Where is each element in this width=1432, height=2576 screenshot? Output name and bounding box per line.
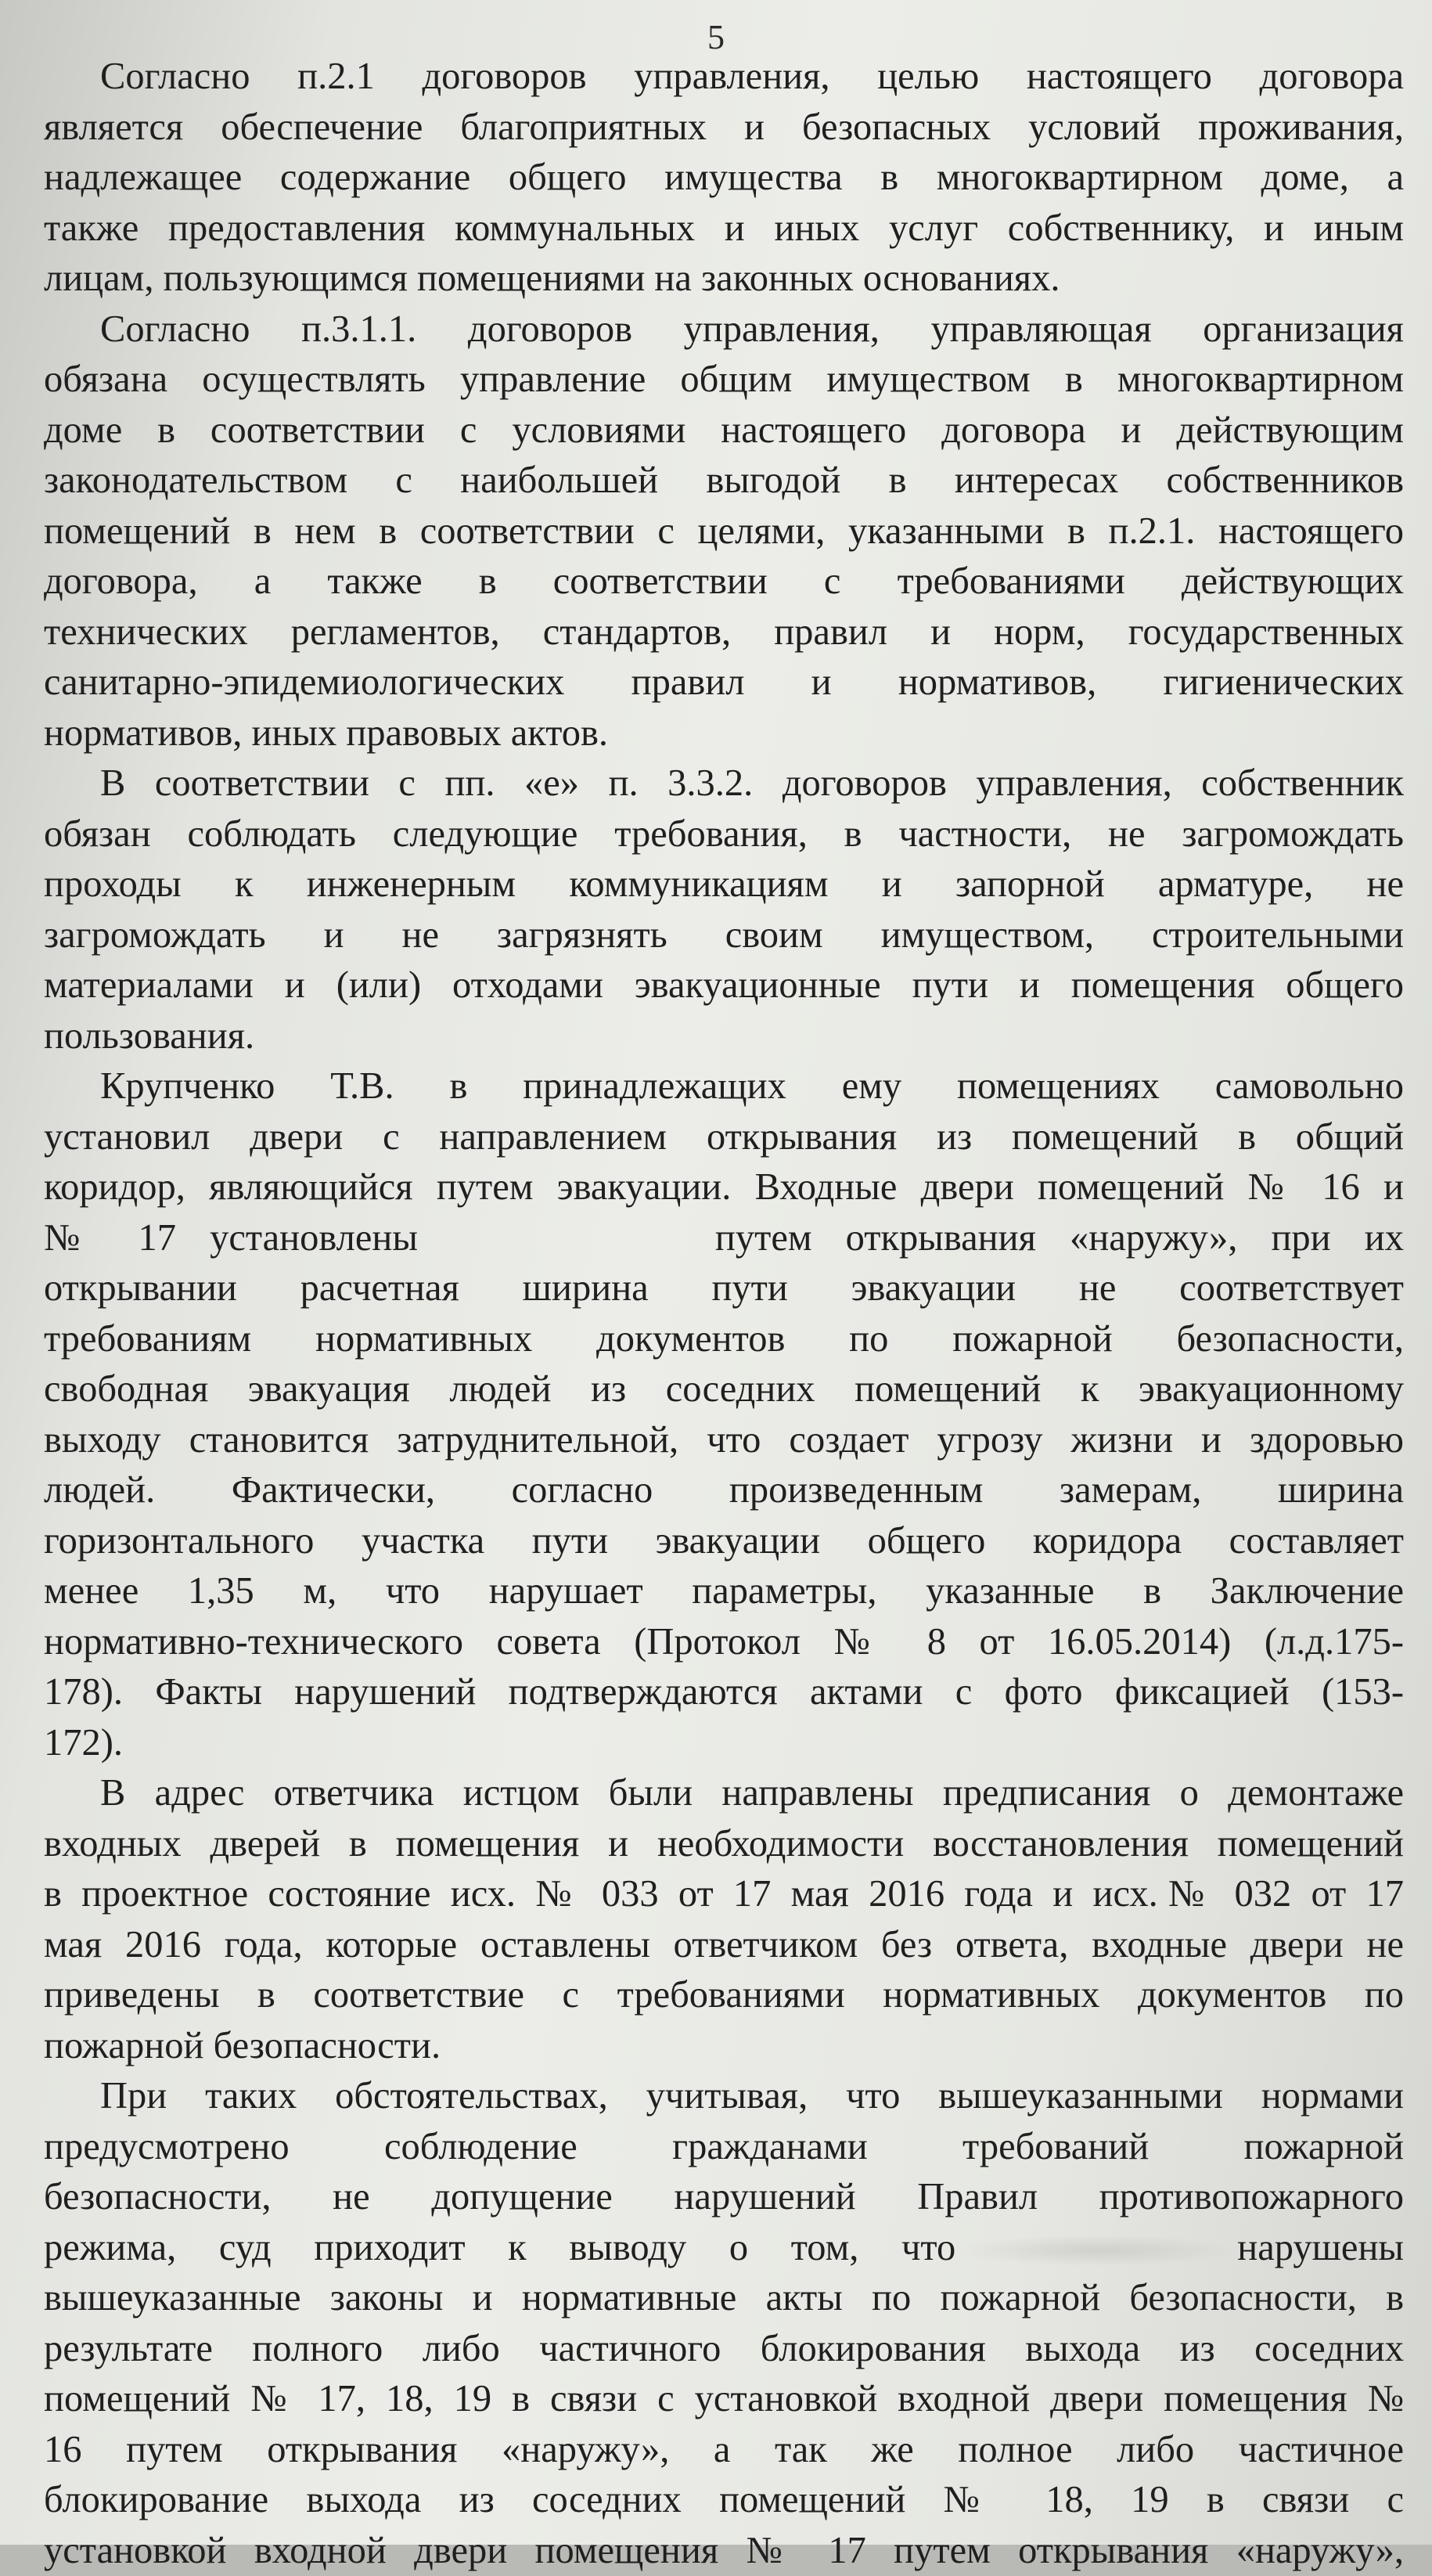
text-line: Крупченко Т.В. в принадлежащих ему помещениях самовольно [44, 1061, 1404, 1112]
text-line: помещений в нем в соответствии с целями, указанными в п.2.1. настоящего [44, 506, 1404, 557]
text-line: безопасности, не допущение нарушений Правил противопожарного [44, 2172, 1404, 2223]
text-line: нормативов, иных правовых актов. [44, 708, 1404, 759]
text-line: пользования. [44, 1011, 1404, 1062]
text-line: менее 1,35 м, что нарушает параметры, указанные в Заключение [44, 1566, 1404, 1617]
text-line: В адрес ответчика истцом были направлены предписания о демонтаже [44, 1768, 1404, 1819]
paragraph-violation-facts [44, 1061, 1404, 1768]
text-fragment: № 17 установлены [44, 1217, 418, 1259]
text-line: При таких обстоятельствах, учитывая, что вышеуказанными нормами [44, 2071, 1404, 2122]
paragraph-prescriptions [44, 1768, 1404, 2071]
text-line: 16 путем открывания «наружу», а так же полное либо частичное [44, 2425, 1404, 2476]
text-line: проходы к инженерным коммуникациям и запорной арматуре, не [44, 859, 1404, 910]
text-line: вышеуказанные законы и нормативные акты по пожарной безопасности, в [44, 2273, 1404, 2324]
text-line: загромождать и не загрязнять своим имуществом, строительными [44, 910, 1404, 961]
document-body [44, 52, 1404, 2576]
text-line: мая 2016 года, которые оставлены ответчиком без ответа, входные двери не [44, 1920, 1404, 1971]
text-line: 172). [44, 1718, 1404, 1769]
paragraph-court-conclusion [44, 2071, 1404, 2576]
text-line: предусмотрено соблюдение гражданами требований пожарной [44, 2122, 1404, 2173]
text-fragment: режима, суд приходит к выводу о том, что [44, 2227, 955, 2268]
text-line: технических регламентов, стандартов, правил и норм, государственных [44, 607, 1404, 658]
text-line: свободная эвакуация людей из соседних помещений к эвакуационному [44, 1364, 1404, 1415]
text-line: договора, а также в соответствии с требованиями действующих [44, 557, 1404, 607]
paragraph-management-duties [44, 304, 1404, 759]
text-line: материалами и (или) отходами эвакуационные пути и помещения общего [44, 960, 1404, 1011]
text-fragment: нарушены [1237, 2227, 1404, 2268]
text-line: обязан соблюдать следующие требования, в частности, не загромождать [44, 809, 1404, 860]
text-line: установил двери с направлением открывания из помещений в общий [44, 1112, 1404, 1163]
text-line: в проектное состояние исх. № 033 от 17 мая 2016 года и исх.№ 032 от 17 [44, 1869, 1404, 1920]
text-line: требованиям нормативных документов по пожарной безопасности, [44, 1314, 1404, 1365]
text-line: доме в соответствии с условиями настоящего договора и действующим [44, 405, 1404, 456]
text-line: коридор, являющийся путем эвакуации. Входные двери помещений № 16 и [44, 1162, 1404, 1213]
text-line: входных дверей в помещения и необходимости восстановления помещений [44, 1819, 1404, 1870]
text-line: обязана осуществлять управление общим имуществом в многоквартирном [44, 355, 1404, 405]
text-line: открывании расчетная ширина пути эвакуации не соответствует [44, 1263, 1404, 1314]
text-line: также предоставления коммунальных и иных услуг собственнику, и иным [44, 204, 1404, 254]
text-line-with-gap [44, 2223, 1404, 2274]
text-line: горизонтального участка пути эвакуации общего коридора составляет [44, 1516, 1404, 1567]
text-line: установкой входной двери помещения № 17 путем открывания «наружу», [44, 2526, 1404, 2576]
text-line: пожарной безопасности. [44, 2021, 1404, 2072]
page-number: 5 [0, 17, 1432, 57]
text-line: законодательством с наибольшей выгодой в интересах собственников [44, 456, 1404, 506]
text-line: является обеспечение благоприятных и безопасных условий проживания, [44, 103, 1404, 153]
text-line: надлежащее содержание общего имущества в многоквартирном доме, а [44, 153, 1404, 204]
text-line: помещений № 17, 18, 19 в связи с установкой входной двери помещения № [44, 2374, 1404, 2425]
text-line: результате полного либо частичного блокирования выхода из соседних [44, 2324, 1404, 2375]
text-line: нормативно-технического совета (Протокол № 8 от 16.05.2014) (л.д.175- [44, 1617, 1404, 1668]
text-fragment: путем открывания «наружу», при их [715, 1217, 1404, 1259]
text-line: санитарно-эпидемиологических правил и нормативов, гигиенических [44, 658, 1404, 708]
paragraph-management-goal [44, 52, 1404, 304]
text-line: блокирование выхода из соседних помещений № 18, 19 в связи с [44, 2475, 1404, 2526]
paragraph-owner-obligations [44, 758, 1404, 1061]
text-line: людей. Фактически, согласно произведенным замерам, ширина [44, 1465, 1404, 1516]
text-line: В соответствии с пп. «е» п. 3.3.2. договоров управления, собственник [44, 758, 1404, 809]
text-line: Согласно п.2.1 договоров управления, целью настоящего договора [44, 52, 1404, 103]
text-line: лицам, пользующимся помещениями на законных основаниях. [44, 254, 1404, 304]
text-line: Согласно п.3.1.1. договоров управления, управляющая организация [44, 304, 1404, 355]
text-line: 178). Факты нарушений подтверждаются актами с фото фиксацией (153- [44, 1667, 1404, 1718]
text-line-with-gap [44, 1213, 1404, 1264]
text-line: выходу становится затруднительной, что создает угрозу жизни и здоровью [44, 1415, 1404, 1466]
redacted-blur [955, 2235, 1237, 2266]
text-line: приведены в соответствие с требованиями нормативных документов по [44, 1970, 1404, 2021]
